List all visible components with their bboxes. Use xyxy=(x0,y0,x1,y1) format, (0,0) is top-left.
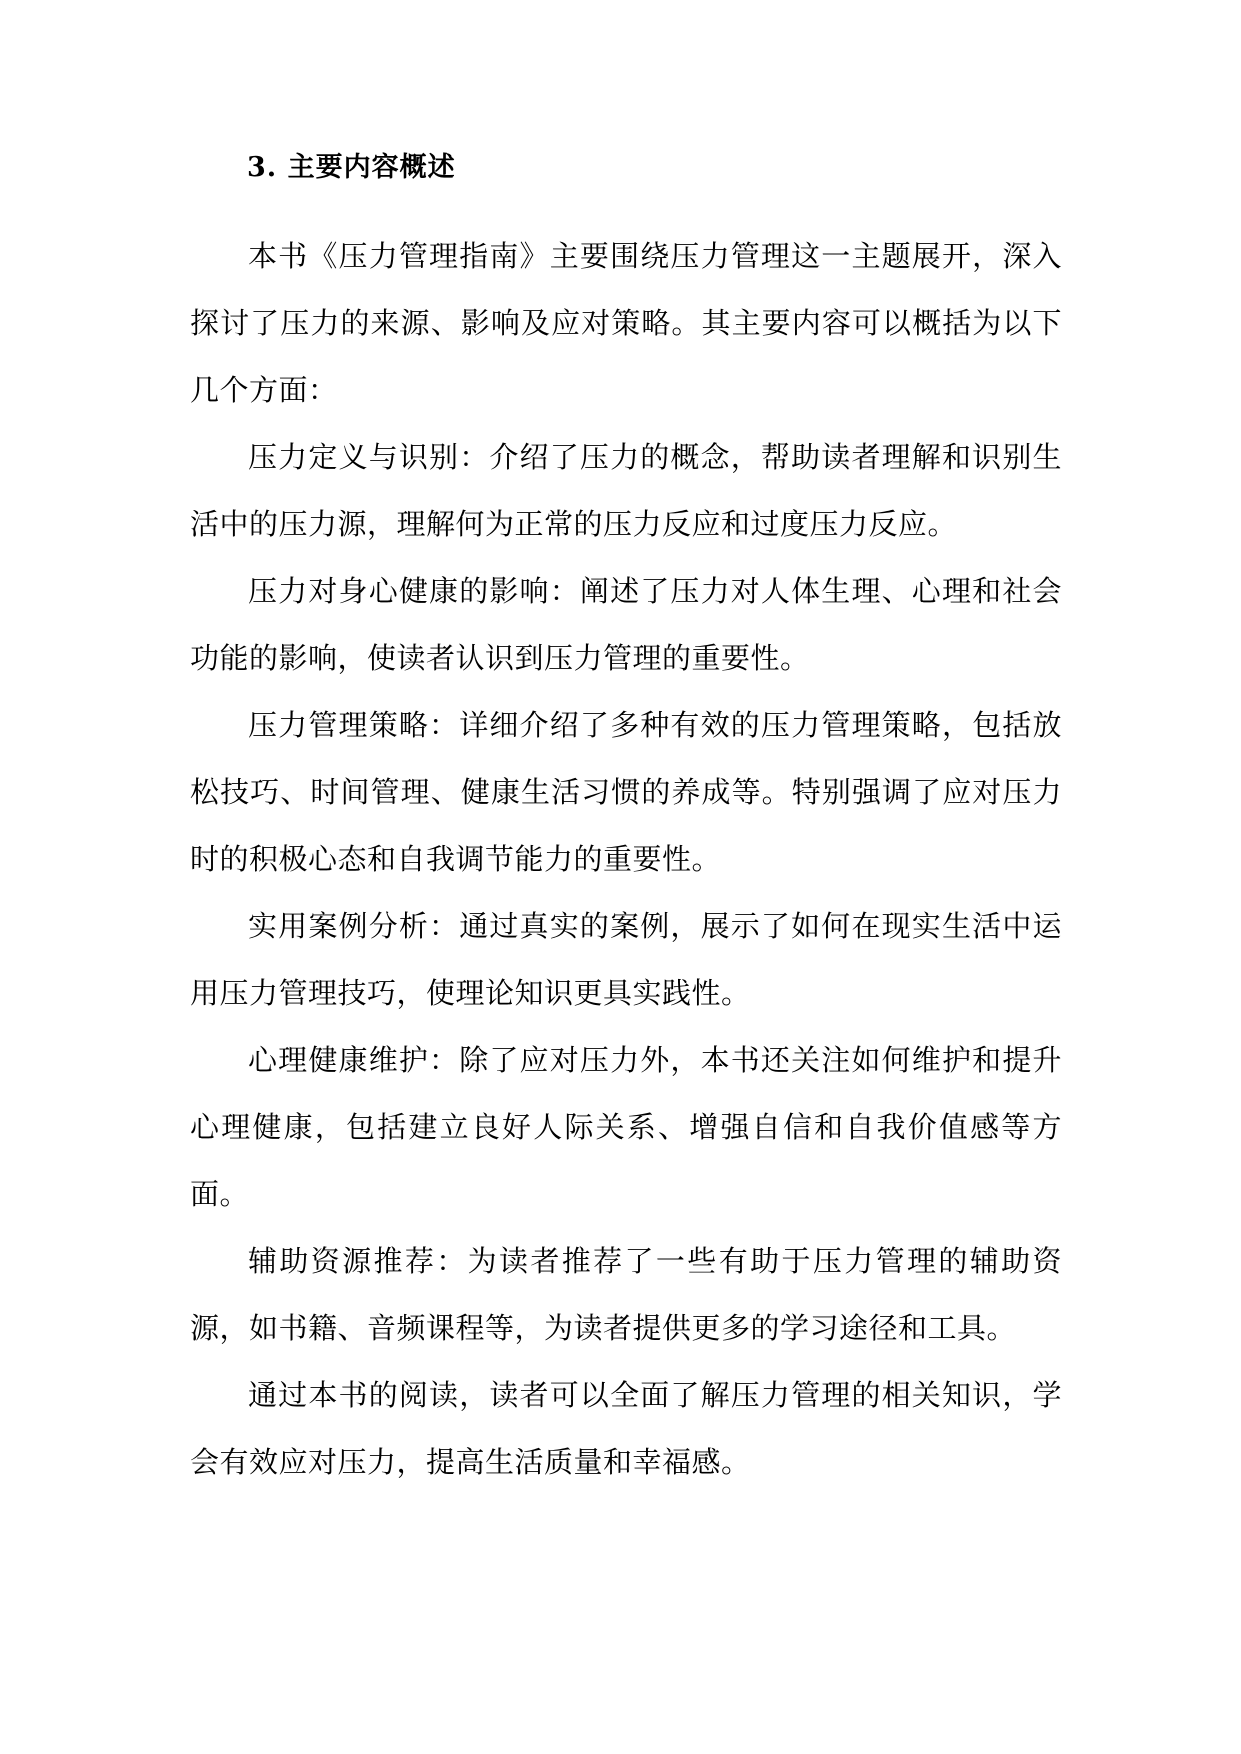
paragraph-intro: 本书《压力管理指南》主要围绕压力管理这一主题展开，深入探讨了压力的来源、影响及应对策略。其主要内容可以概括为以下几个方面： xyxy=(190,239,1062,407)
paragraph-case-analysis: 实用案例分析：通过真实的案例，展示了如何在现实生活中运用压力管理技巧，使理论知识更具实践性。 xyxy=(190,909,1062,1010)
document-body xyxy=(190,148,1062,1496)
paragraph-health-impact: 压力对身心健康的影响：阐述了压力对人体生理、心理和社会功能的影响，使读者认识到压力管理的重要性。 xyxy=(190,574,1062,675)
paragraph-mental-health: 心理健康维护：除了应对压力外，本书还关注如何维护和提升心理健康，包括建立良好人际关系、增强自信和自我价值感等方面。 xyxy=(190,1043,1062,1211)
paragraph-conclusion: 通过本书的阅读，读者可以全面了解压力管理的相关知识，学会有效应对压力，提高生活质量和幸福感。 xyxy=(190,1378,1062,1479)
paragraph-stress-definition: 压力定义与识别：介绍了压力的概念，帮助读者理解和识别生活中的压力源，理解何为正常的压力反应和过度压力反应。 xyxy=(190,440,1062,541)
section-heading: 3. 主要内容概述 xyxy=(247,152,456,183)
paragraph-resources: 辅助资源推荐：为读者推荐了一些有助于压力管理的辅助资源，如书籍、音频课程等，为读者提供更多的学习途径和工具。 xyxy=(190,1244,1062,1345)
paragraph-management-strategies: 压力管理策略：详细介绍了多种有效的压力管理策略，包括放松技巧、时间管理、健康生活习惯的养成等。特别强调了应对压力时的积极心态和自我调节能力的重要性。 xyxy=(190,708,1062,876)
